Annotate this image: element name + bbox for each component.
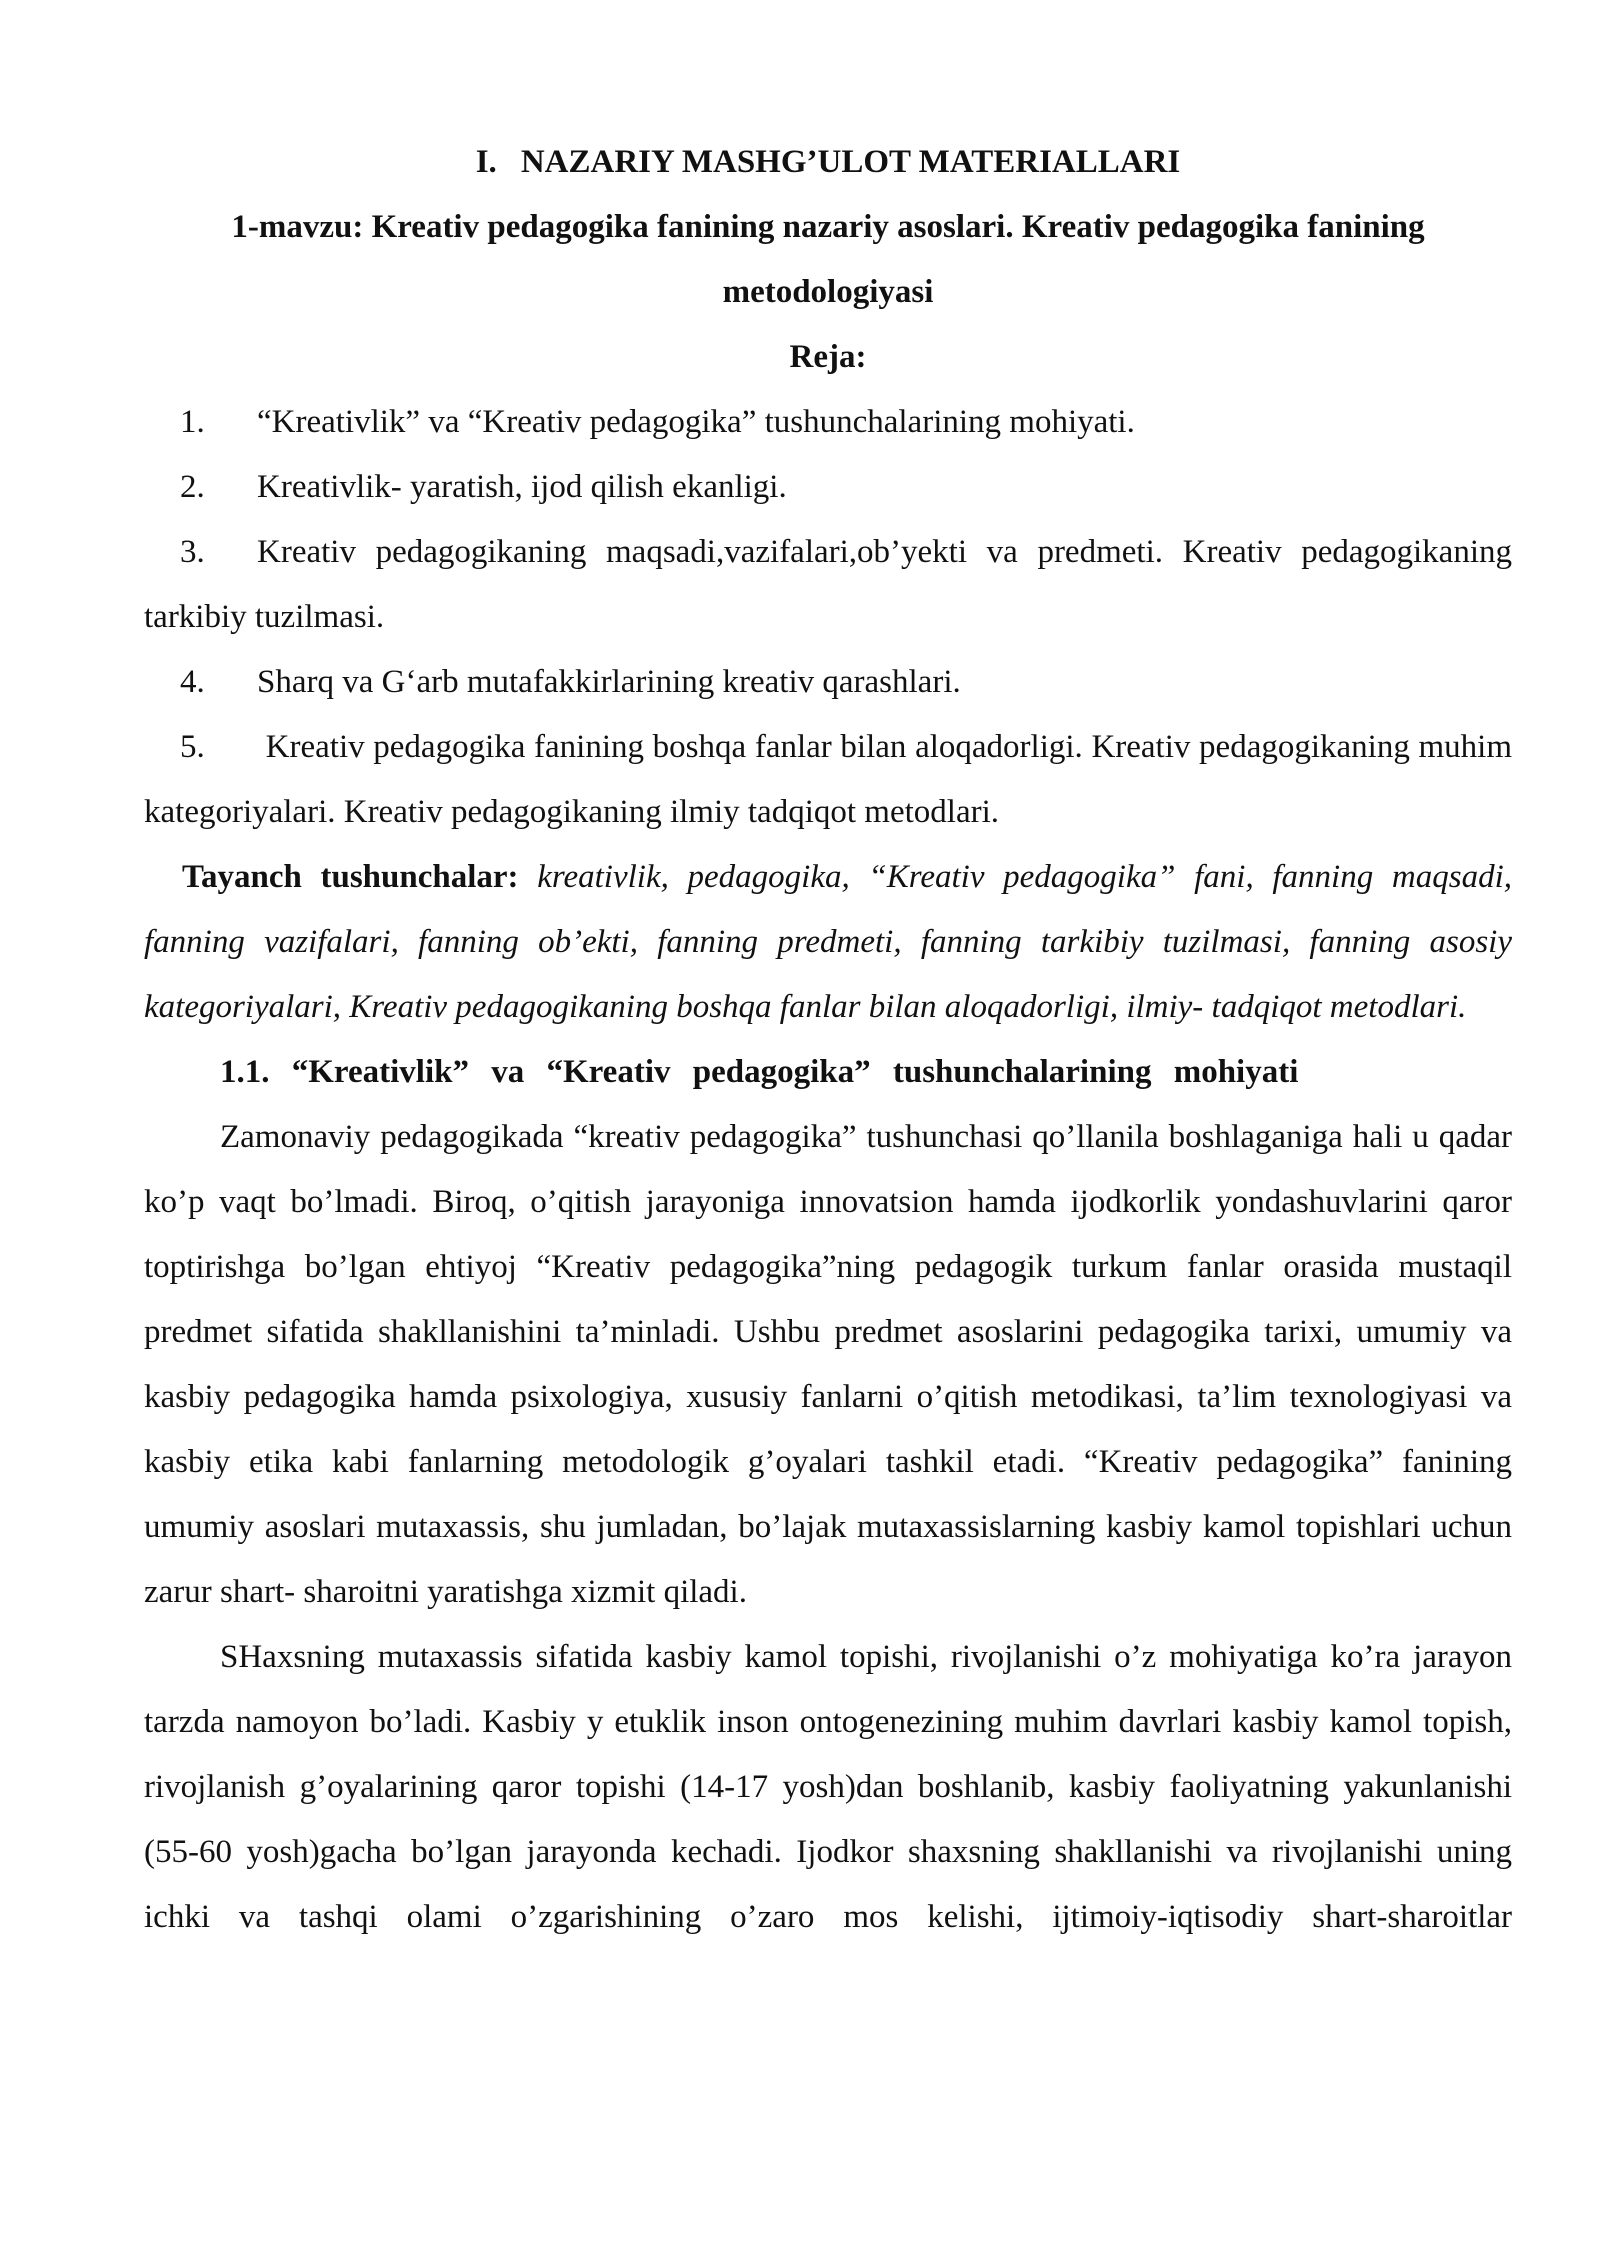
- chapter-heading: [144, 130, 1512, 195]
- chapter-number: I.: [475, 144, 497, 180]
- topic-title-line-1: 1-mavzu: Kreativ pedagogika fanining nazariy asoslari. Kreativ pedagogika fanining: [231, 209, 1425, 245]
- chapter-title: NAZARIY MASHG’ULOT MATERIALLARI: [520, 144, 1181, 180]
- page-content: [144, 130, 1512, 1950]
- body-paragraph-2: SHaxsning mutaxassis sifatida kasbiy kamol topishi, rivojlanishi o’z mohiyatiga ko’ra jarayon tarzda namoyon bo’ladi. Kasbiy y etuklik inson ontogenezining muhim davrlari kasbiy kamol topish, rivojlanish g’oyalarining qaror topishi (14-17 yosh)dan boshlanib, kasbiy faoliyatning yakunlanishi (55-60 yosh)gacha bo’lgan jarayonda kechadi. Ijodkor shaxsning shakllanishi va rivojlanishi uning ichki va tashqi olami o’zgarishining o’zaro mos kelishi, ijtimoiy-iqtisodiy shart-sharoitlar: [144, 1639, 1512, 1935]
- keywords-text: kreativlik, pedagogika, “Kreativ pedagogika” fani, fanning maqsadi, fanning vazifalari, fanning ob’ekti, fanning predmeti, fanning tarkibiy tuzilmasi, fanning asosiy kategoriyalari, Kreativ pedagogikaning boshqa fanlar bilan aloqadorligi, ilmiy- tadqiqot metodlari.: [144, 859, 1512, 1025]
- plan-item-text: Kreativ pedagogikaning maqsadi,vazifalari,ob’yekti va predmeti. Kreativ pedagogikaning tarkibiy tuzilmasi.: [144, 534, 1512, 635]
- plan-item: [144, 650, 1512, 715]
- plan-item-number: 2.: [180, 469, 205, 505]
- plan-item-text: “Kreativlik” va “Kreativ pedagogika” tushunchalarining mohiyati.: [257, 404, 1135, 440]
- plan-item: [144, 455, 1512, 520]
- keywords-label: Tayanch tushunchalar:: [182, 859, 519, 895]
- plan-item-number: 3.: [180, 534, 205, 570]
- plan-item: [144, 715, 1512, 845]
- topic-title-line-2: metodologiyasi: [722, 274, 934, 310]
- plan-item: [144, 520, 1512, 650]
- section-heading: 1.1. “Kreativlik” va “Kreativ pedagogika” tushunchalarining mohiyati: [220, 1054, 1299, 1090]
- plan-item-text: Sharq va G‘arb mutafakkirlarining kreativ qarashlari.: [257, 664, 961, 700]
- plan-item-number: 4.: [180, 664, 205, 700]
- plan-list: [144, 390, 1512, 845]
- keywords-paragraph: [144, 845, 1512, 1040]
- plan-item-number: 1.: [180, 404, 205, 440]
- body-paragraph-1: Zamonaviy pedagogikada “kreativ pedagogika” tushunchasi qo’llanila boshlaganiga hali u qadar ko’p vaqt bo’lmadi. Biroq, o’qitish jarayoniga innovatsion hamda ijodkorlik yondashuvlarini qaror toptirishga bo’lgan ehtiyoj “Kreativ pedagogika”ning pedagogik turkum fanlar orasida mustaqil predmet sifatida shakllanishini ta’minladi. Ushbu predmet asoslarini pedagogika tarixi, umumiy va kasbiy pedagogika hamda psixologiya, xususiy fanlarni o’qitish metodikasi, ta’lim texnologiyasi va kasbiy etika kabi fanlarning metodologik g’oyalari tashkil etadi. “Kreativ pedagogika” fanining umumiy asoslari mutaxassis, shu jumladan, bo’lajak mutaxassislarning kasbiy kamol topishlari uchun zarur shart- sharoitni yaratishga xizmit qiladi.: [144, 1119, 1512, 1610]
- plan-item-number: 5.: [180, 729, 205, 765]
- plan-item-text: Kreativlik- yaratish, ijod qilish ekanligi.: [257, 469, 787, 505]
- plan-item: [144, 390, 1512, 455]
- plan-label: Reja:: [789, 339, 867, 375]
- plan-item-text: Kreativ pedagogika fanining boshqa fanlar bilan aloqadorligi. Kreativ pedagogikaning muhim kategoriyalari. Kreativ pedagogikaning ilmiy tadqiqot metodlari.: [144, 729, 1512, 830]
